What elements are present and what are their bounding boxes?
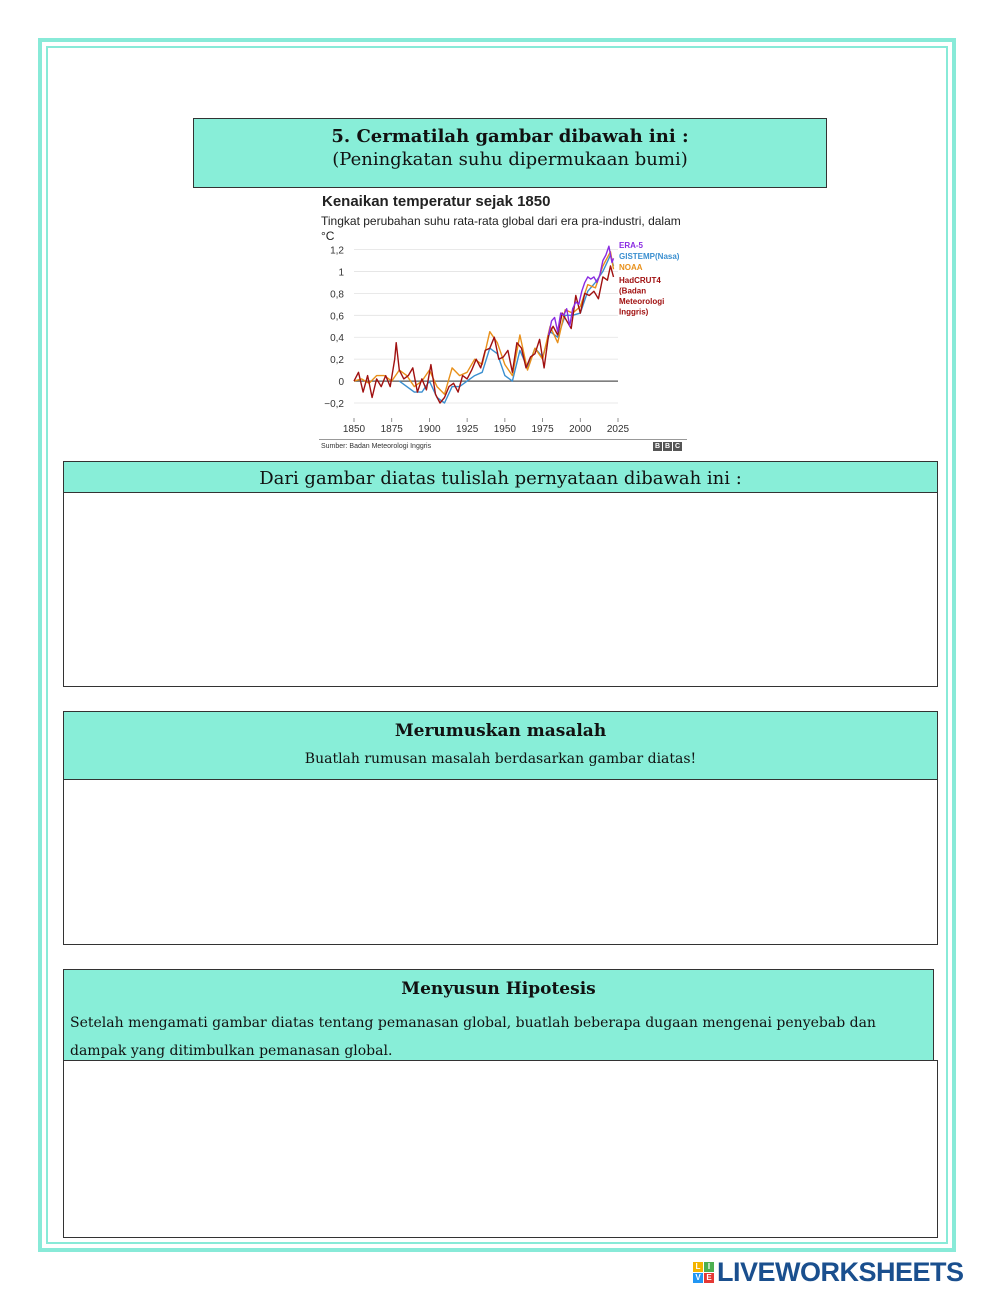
problem-formulation-heading: Merumuskan masalah	[394, 721, 607, 741]
chart-y-tick-label: 0,6	[330, 311, 344, 323]
chart-x-tick-label: 1925	[456, 424, 479, 435]
logo-letter: E	[704, 1273, 714, 1283]
hypothesis-header	[63, 969, 934, 1061]
question-subtitle: (Peningkatan suhu dipermukaan bumi)	[332, 149, 688, 170]
chart-x-tick-label: 2025	[606, 424, 630, 435]
statement-header: Dari gambar diatas tulislah pernyataan dibawah ini :	[63, 461, 938, 493]
chart-y-tick-label: 1	[338, 267, 344, 279]
chart-y-tick-label: 0,2	[330, 355, 344, 367]
liveworksheets-logo[interactable]	[693, 1257, 964, 1288]
chart-legend-entry: ERA-5	[619, 241, 644, 250]
chart-title: Kenaikan temperatur sejak 1850	[322, 193, 551, 210]
bbc-logo-letter: C	[674, 443, 681, 450]
statement-answer-box[interactable]	[63, 492, 938, 687]
chart-subtitle: Tingkat perubahan suhu rata-rata global dari era pra-industri, dalam °C	[321, 214, 681, 243]
chart-legend-entry: GISTEMP(Nasa)	[619, 252, 680, 261]
bbc-logo	[653, 442, 682, 451]
liveworksheets-icon	[693, 1262, 714, 1283]
chart-x-tick-label: 1875	[380, 424, 403, 435]
liveworksheets-wordmark: LIVEWORKSHEETS	[717, 1257, 964, 1287]
chart-y-tick-label: 1,2	[330, 245, 344, 257]
problem-formulation-prompt: Buatlah rumusan masalah berdasarkan gambar diatas!	[304, 751, 697, 767]
chart-footer-divider	[319, 439, 687, 440]
bbc-logo-letter: B	[664, 443, 671, 450]
chart-series-line	[549, 246, 614, 335]
logo-letter: I	[704, 1262, 714, 1272]
chart-x-tick-label: 1850	[342, 424, 366, 435]
temperature-chart	[315, 192, 690, 454]
chart-legend-entry: HadCRUT4 (Badan Meteorologi Inggris)	[619, 276, 665, 317]
chart-y-tick-label: 0,4	[330, 333, 344, 345]
logo-letter: V	[693, 1273, 703, 1283]
bbc-logo-letter: B	[654, 443, 661, 450]
hypothesis-answer-box[interactable]	[63, 1060, 938, 1238]
chart-x-tick-label: 2000	[569, 424, 592, 435]
chart-x-tick-label: 1975	[531, 424, 554, 435]
chart-x-tick-label: 1900	[418, 424, 441, 435]
chart-plot	[315, 192, 690, 454]
problem-formulation-answer-box[interactable]	[63, 779, 938, 945]
chart-y-tick-label: 0,8	[330, 289, 344, 301]
chart-y-tick-label: 0	[338, 377, 344, 389]
hypothesis-heading: Menyusun Hipotesis	[401, 979, 596, 999]
chart-y-tick-label: −0,2	[324, 399, 344, 411]
hypothesis-prompt: Setelah mengamati gambar diatas tentang pemanasan global, buatlah beberapa dugaan mengenai penyebab dan dampak yang ditimbulkan pemanasan global.	[70, 1015, 876, 1059]
problem-formulation-header	[63, 711, 938, 780]
chart-source: Sumber: Badan Meteorologi Inggris	[321, 443, 432, 450]
logo-letter: L	[693, 1262, 703, 1272]
chart-x-tick-label: 1950	[493, 424, 516, 435]
chart-series-line	[354, 266, 614, 403]
question-title-box	[193, 118, 827, 188]
question-title: 5. Cermatilah gambar dibawah ini :	[331, 126, 689, 147]
chart-legend-entry: NOAA	[619, 263, 643, 272]
